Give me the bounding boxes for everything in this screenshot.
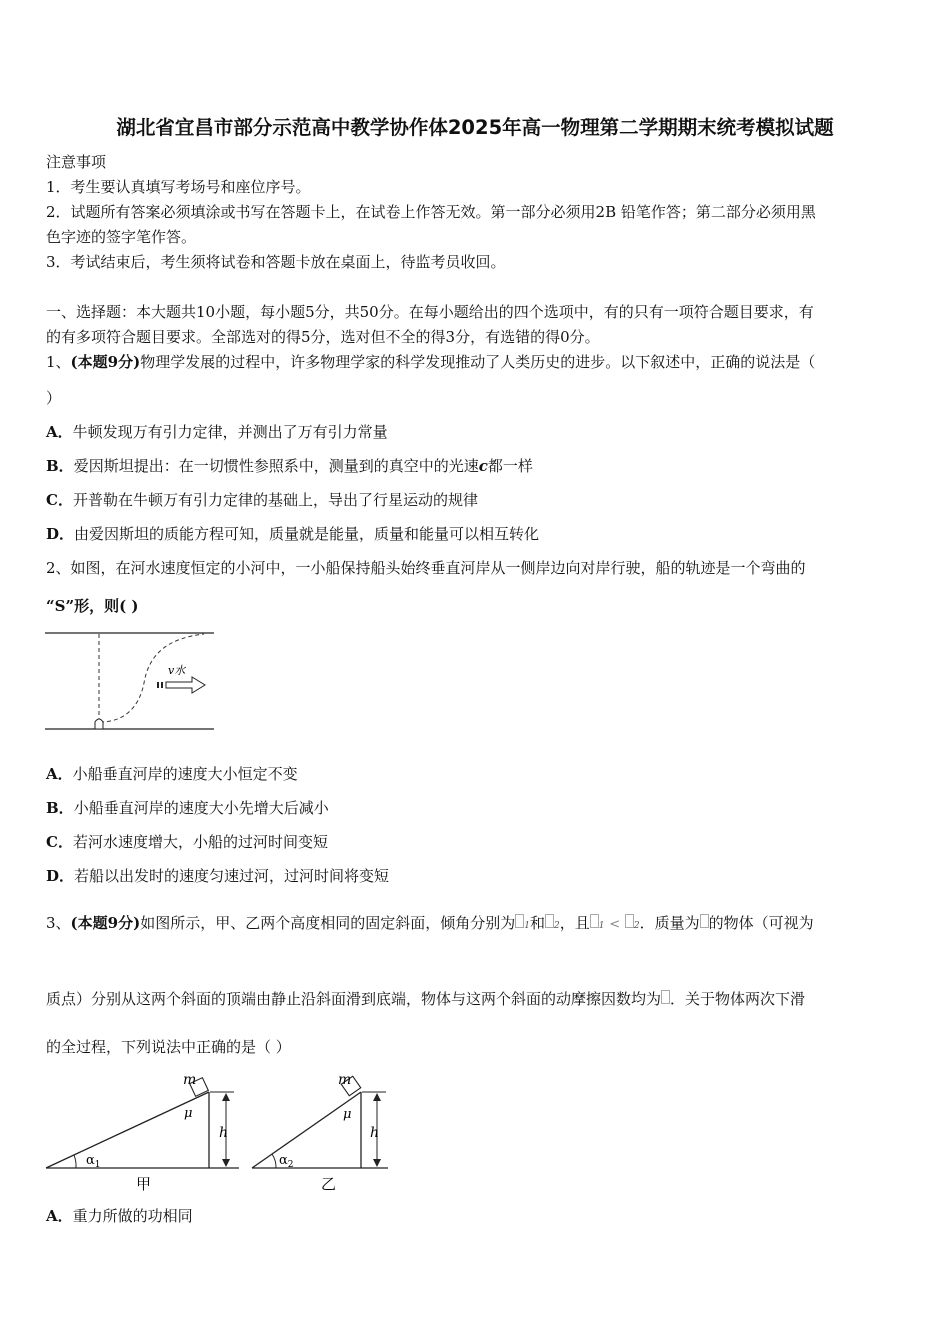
notice-item-3: 3．考试结束后，考生须将试卷和答题卡放在桌面上，待监考员收回。 [46,253,506,271]
option-letter: C． [46,491,73,509]
alpha2-subscript: 2 [553,921,560,931]
q3-line2-text-end: ．关于物体两次下滑 [670,990,806,1008]
option-letter: D． [46,867,75,885]
q3-option-a [46,1206,193,1226]
angle-label [86,1153,101,1170]
missing-glyph-icon [515,914,524,928]
q3-and: 和 [529,914,545,932]
page-title: 湖北省宜昌市部分示范高中教学协作体2025年高一物理第二学期期末统考模拟试题 [116,116,834,139]
q2-option-d [46,866,389,886]
q3-number: 3、 [46,914,71,932]
mass-label: m [338,1072,352,1088]
q1-number: 1、 [46,353,71,371]
q2-option-b [46,798,329,818]
alpha-subscript: 2 [287,1160,294,1170]
q2-option-c [46,832,328,852]
option-letter: A． [46,1207,73,1225]
option-letter: B． [46,457,74,475]
q3-stem [46,913,814,936]
option-letter: B． [46,799,74,817]
q1-option-c [46,490,478,510]
q1-option-b-text: 爱因斯坦提出：在一切惯性参照系中，测量到的真空中的光速 [73,457,479,475]
alpha2-subscript: 2 [633,921,640,931]
alpha1-subscript: 1 [524,921,530,931]
q2-option-a [46,764,298,784]
missing-glyph-icon [700,914,709,928]
q1-stem-end: ） [46,389,62,407]
q1-option-d-text: 由爱因斯坦的质能方程可知，质量就是能量，质量和能量可以相互转化 [74,525,540,543]
height-label: h [219,1125,229,1141]
section-intro-line1: 一、选择题：本大题共10小题，每小题5分，共50分。在每小题给出的四个选项中，有的只有一项符合题目要求，有 [46,303,814,321]
q1-tag: (本题9分) [70,353,141,371]
missing-glyph-icon [661,990,670,1004]
missing-glyph-icon [545,914,554,928]
option-letter: C． [46,833,73,851]
q1-stem-text: 物理学发展的过程中，许多物理学家的科学发现推动了人类历史的进步。以下叙述中，正确的说法是（ [140,353,816,371]
option-letter: A． [46,765,73,783]
water-velocity-label: v水 [168,664,186,677]
figure-label-yi: 乙 [321,1175,337,1193]
notice-item-2-cont: 色字迹的签字笔作答。 [46,228,197,246]
q3-line2-text: 质点）分别从这两个斜面的顶端由静止沿斜面滑到底端，物体与这两个斜面的动摩擦因数均为 [46,990,662,1008]
q2-option-b-text: 小船垂直河岸的速度大小先增大后减小 [73,799,329,817]
incline-figure-yi [248,1070,393,1196]
q3-stem-text-2: ，且 [559,914,590,932]
q2-stem: 2、如图，在河水速度恒定的小河中，一小船保持船头始终垂直河岸从一侧岸边向对岸行驶，船的轨迹是一个弯曲的 [46,559,806,577]
q2-stem-2: “S”形，则( ) [46,597,139,615]
q1-option-d [46,524,539,544]
q3-stem-text: 如图所示，甲、乙两个高度相同的固定斜面，倾角分别为 [140,914,516,932]
q3-stem-line2 [46,989,805,1009]
option-letter: A． [46,423,73,441]
alpha-subscript: 1 [94,1160,101,1170]
height-label: h [370,1125,380,1141]
q1-option-b [46,456,533,476]
q2-option-a-text: 小船垂直河岸的速度大小恒定不变 [72,765,298,783]
q3-stem-line3: 的全过程，下列说法中正确的是（ ） [46,1038,291,1056]
option-letter: D． [46,525,75,543]
q3-stem-text-4: 的物体（可视为 [708,914,814,932]
mass-label: m [183,1072,197,1088]
q1-option-a [46,422,388,442]
q1-option-c-text: 开普勒在牛顿万有引力定律的基础上，导出了行星运动的规律 [72,491,478,509]
alpha-symbol: α [279,1153,288,1168]
q2-option-d-text: 若船以出发时的速度匀速过河，过河时间将变短 [74,867,390,885]
q1-option-b-text-end: 都一样 [487,457,533,475]
notice-item-1: 1．考生要认真填写考场号和座位序号。 [46,178,311,196]
notice-item-2: 2．试题所有答案必须填涂或书写在答题卡上，在试卷上作答无效。第一部分必须用2B 铅笔作答；第二部分必须用黑 [46,203,816,221]
q3-tag: (本题9分) [70,914,141,932]
angle-label [279,1153,294,1170]
incline-figure-jia [44,1070,244,1196]
alpha1-subscript: 1 [598,921,605,931]
section-intro-line2: 的有多项符合题目要求。全部选对的得5分，选对但不全的得3分，有选错的得0分。 [46,328,600,346]
alpha-symbol: α [86,1153,95,1168]
q1-option-a-text: 牛顿发现万有引力定律，并测出了万有引力常量 [72,423,388,441]
q3-stem-text-3: ．质量为 [639,914,700,932]
river-figure [44,628,216,732]
notice-heading: 注意事项 [46,153,107,171]
less-than-symbol: < [609,917,621,932]
friction-label: μ [343,1107,352,1122]
q2-option-c-text: 若河水速度增大，小船的过河时间变短 [72,833,328,851]
figure-label-jia: 甲 [136,1175,152,1193]
missing-glyph-icon [590,914,599,928]
missing-glyph-icon [625,914,634,928]
friction-label: μ [184,1106,193,1121]
q1-option-b-var: c [478,457,488,475]
q3-option-a-text: 重力所做的功相同 [72,1207,193,1225]
q1-stem [46,352,815,372]
